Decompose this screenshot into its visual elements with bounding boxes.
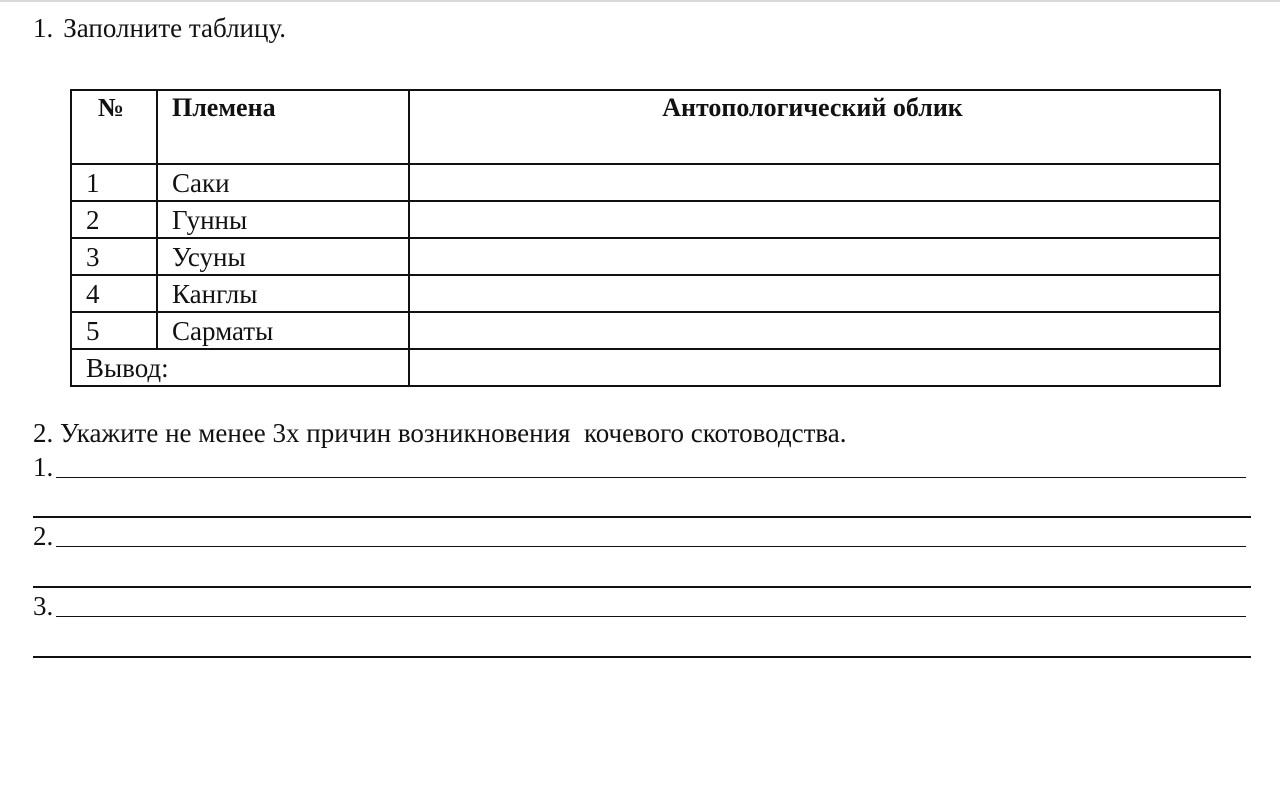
answer-label: 3. <box>33 591 54 621</box>
task-1-number: 1. <box>33 13 54 43</box>
header-tribes: Племена <box>157 90 409 164</box>
table-row <box>71 275 1220 312</box>
row-appearance-cell[interactable] <box>409 312 1220 349</box>
task-2-heading: 2. Укажите не менее 3х причин возникновения кочевого скотоводства. <box>33 418 847 448</box>
answer-line-3[interactable] <box>33 591 1251 625</box>
answer-label: 1. <box>33 452 54 482</box>
row-appearance-cell[interactable] <box>409 275 1220 312</box>
task-1-text: Заполните таблицу. <box>63 13 286 43</box>
answer-underline <box>56 477 1246 479</box>
answer-continuation-line-1[interactable] <box>33 516 1251 518</box>
row-tribe: Сарматы <box>157 312 409 349</box>
conclusion-row <box>71 349 1220 386</box>
row-tribe: Гунны <box>157 201 409 238</box>
row-number: 3 <box>71 238 157 275</box>
row-appearance-cell[interactable] <box>409 201 1220 238</box>
tribes-table <box>70 89 1221 387</box>
table-header-row <box>71 90 1220 164</box>
table-row <box>71 312 1220 349</box>
table-row <box>71 201 1220 238</box>
task-1-heading <box>33 10 286 46</box>
row-number: 4 <box>71 275 157 312</box>
header-appearance: Антопологический облик <box>409 90 1220 164</box>
conclusion-label: Вывод: <box>71 349 409 386</box>
answer-underline <box>56 616 1246 618</box>
table-row <box>71 164 1220 201</box>
row-tribe: Канглы <box>157 275 409 312</box>
row-number: 2 <box>71 201 157 238</box>
row-appearance-cell[interactable] <box>409 238 1220 275</box>
table-row <box>71 238 1220 275</box>
header-number: № <box>71 90 157 164</box>
answer-line-2[interactable] <box>33 521 1251 555</box>
answer-underline <box>56 546 1246 548</box>
conclusion-answer-cell[interactable] <box>409 349 1220 386</box>
row-appearance-cell[interactable] <box>409 164 1220 201</box>
answer-continuation-line-3[interactable] <box>33 656 1251 658</box>
answer-label: 2. <box>33 521 54 551</box>
answer-line-1[interactable] <box>33 452 1251 486</box>
page-top-border <box>0 0 1280 2</box>
row-number: 1 <box>71 164 157 201</box>
row-tribe: Саки <box>157 164 409 201</box>
row-tribe: Усуны <box>157 238 409 275</box>
answer-continuation-line-2[interactable] <box>33 586 1251 588</box>
row-number: 5 <box>71 312 157 349</box>
